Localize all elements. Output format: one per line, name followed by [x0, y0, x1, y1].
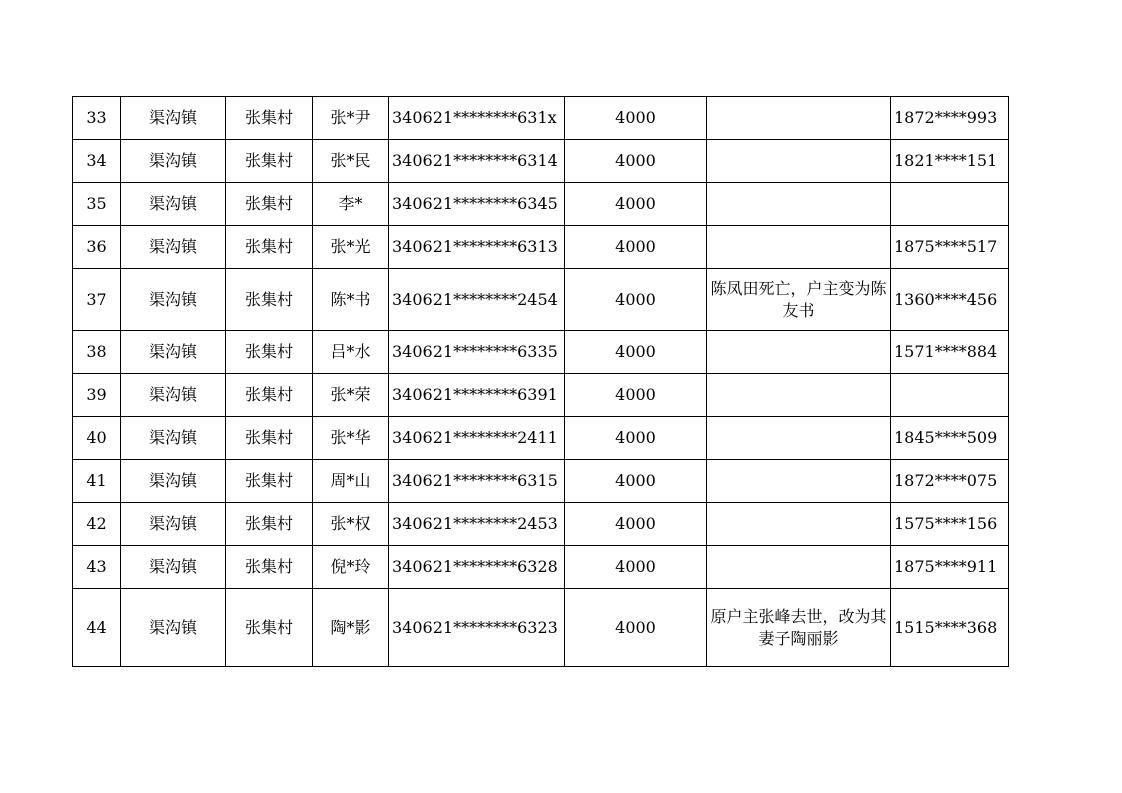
cell-no: 33 [73, 97, 121, 140]
cell-id-number: 340621********6315 [389, 460, 565, 503]
cell-town: 渠沟镇 [121, 183, 226, 226]
cell-village: 张集村 [226, 460, 313, 503]
cell-no: 34 [73, 140, 121, 183]
cell-phone: 1575****156 [891, 503, 1009, 546]
cell-note [707, 97, 891, 140]
cell-name: 陶*影 [313, 589, 389, 667]
cell-name: 陈*书 [313, 269, 389, 331]
table-row [73, 269, 1009, 331]
cell-village: 张集村 [226, 417, 313, 460]
cell-name: 张*荣 [313, 374, 389, 417]
cell-town: 渠沟镇 [121, 546, 226, 589]
cell-no: 42 [73, 503, 121, 546]
cell-id-number: 340621********6313 [389, 226, 565, 269]
cell-amount: 4000 [565, 140, 707, 183]
cell-name: 张*光 [313, 226, 389, 269]
cell-name: 李* [313, 183, 389, 226]
cell-phone: 1515****368 [891, 589, 1009, 667]
cell-town: 渠沟镇 [121, 331, 226, 374]
cell-town: 渠沟镇 [121, 460, 226, 503]
cell-id-number: 340621********6314 [389, 140, 565, 183]
cell-no: 39 [73, 374, 121, 417]
table-row [73, 546, 1009, 589]
cell-amount: 4000 [565, 331, 707, 374]
table-row [73, 589, 1009, 667]
cell-amount: 4000 [565, 183, 707, 226]
cell-id-number: 340621********6323 [389, 589, 565, 667]
cell-village: 张集村 [226, 226, 313, 269]
cell-no: 40 [73, 417, 121, 460]
cell-name: 张*尹 [313, 97, 389, 140]
cell-id-number: 340621********6345 [389, 183, 565, 226]
cell-id-number: 340621********2453 [389, 503, 565, 546]
table-row [73, 183, 1009, 226]
cell-id-number: 340621********2454 [389, 269, 565, 331]
records-table [72, 96, 1009, 667]
cell-note [707, 546, 891, 589]
cell-phone [891, 183, 1009, 226]
cell-village: 张集村 [226, 503, 313, 546]
cell-town: 渠沟镇 [121, 374, 226, 417]
cell-note [707, 183, 891, 226]
cell-name: 吕*水 [313, 331, 389, 374]
cell-town: 渠沟镇 [121, 140, 226, 183]
cell-note [707, 331, 891, 374]
cell-amount: 4000 [565, 269, 707, 331]
cell-note [707, 374, 891, 417]
cell-amount: 4000 [565, 546, 707, 589]
cell-amount: 4000 [565, 97, 707, 140]
cell-name: 张*民 [313, 140, 389, 183]
table-row [73, 226, 1009, 269]
cell-id-number: 340621********6391 [389, 374, 565, 417]
cell-phone: 1875****911 [891, 546, 1009, 589]
cell-id-number: 340621********6328 [389, 546, 565, 589]
cell-phone [891, 374, 1009, 417]
cell-note [707, 503, 891, 546]
cell-town: 渠沟镇 [121, 589, 226, 667]
table-row [73, 97, 1009, 140]
cell-note [707, 460, 891, 503]
cell-town: 渠沟镇 [121, 226, 226, 269]
cell-amount: 4000 [565, 374, 707, 417]
cell-amount: 4000 [565, 589, 707, 667]
cell-note: 陈凤田死亡，户主变为陈友书 [707, 269, 891, 331]
table-row [73, 140, 1009, 183]
cell-name: 张*权 [313, 503, 389, 546]
cell-note [707, 140, 891, 183]
cell-town: 渠沟镇 [121, 97, 226, 140]
cell-no: 41 [73, 460, 121, 503]
cell-phone: 1872****993 [891, 97, 1009, 140]
cell-phone: 1821****151 [891, 140, 1009, 183]
cell-no: 44 [73, 589, 121, 667]
cell-id-number: 340621********631x [389, 97, 565, 140]
cell-no: 36 [73, 226, 121, 269]
cell-town: 渠沟镇 [121, 503, 226, 546]
cell-amount: 4000 [565, 417, 707, 460]
cell-village: 张集村 [226, 140, 313, 183]
cell-name: 周*山 [313, 460, 389, 503]
cell-village: 张集村 [226, 546, 313, 589]
cell-note [707, 226, 891, 269]
cell-no: 35 [73, 183, 121, 226]
cell-phone: 1571****884 [891, 331, 1009, 374]
cell-village: 张集村 [226, 183, 313, 226]
cell-village: 张集村 [226, 269, 313, 331]
cell-phone: 1875****517 [891, 226, 1009, 269]
cell-village: 张集村 [226, 331, 313, 374]
table-row [73, 374, 1009, 417]
table-row [73, 503, 1009, 546]
records-body [73, 97, 1009, 667]
table-row [73, 417, 1009, 460]
cell-note [707, 417, 891, 460]
cell-phone: 1872****075 [891, 460, 1009, 503]
cell-name: 倪*玲 [313, 546, 389, 589]
cell-no: 38 [73, 331, 121, 374]
cell-no: 37 [73, 269, 121, 331]
cell-id-number: 340621********2411 [389, 417, 565, 460]
cell-town: 渠沟镇 [121, 269, 226, 331]
cell-amount: 4000 [565, 503, 707, 546]
cell-no: 43 [73, 546, 121, 589]
table-row [73, 331, 1009, 374]
cell-amount: 4000 [565, 226, 707, 269]
cell-village: 张集村 [226, 589, 313, 667]
cell-note: 原户主张峰去世，改为其妻子陶丽影 [707, 589, 891, 667]
table-row [73, 460, 1009, 503]
cell-id-number: 340621********6335 [389, 331, 565, 374]
cell-town: 渠沟镇 [121, 417, 226, 460]
cell-phone: 1360****456 [891, 269, 1009, 331]
cell-village: 张集村 [226, 97, 313, 140]
cell-amount: 4000 [565, 460, 707, 503]
cell-village: 张集村 [226, 374, 313, 417]
cell-phone: 1845****509 [891, 417, 1009, 460]
cell-name: 张*华 [313, 417, 389, 460]
